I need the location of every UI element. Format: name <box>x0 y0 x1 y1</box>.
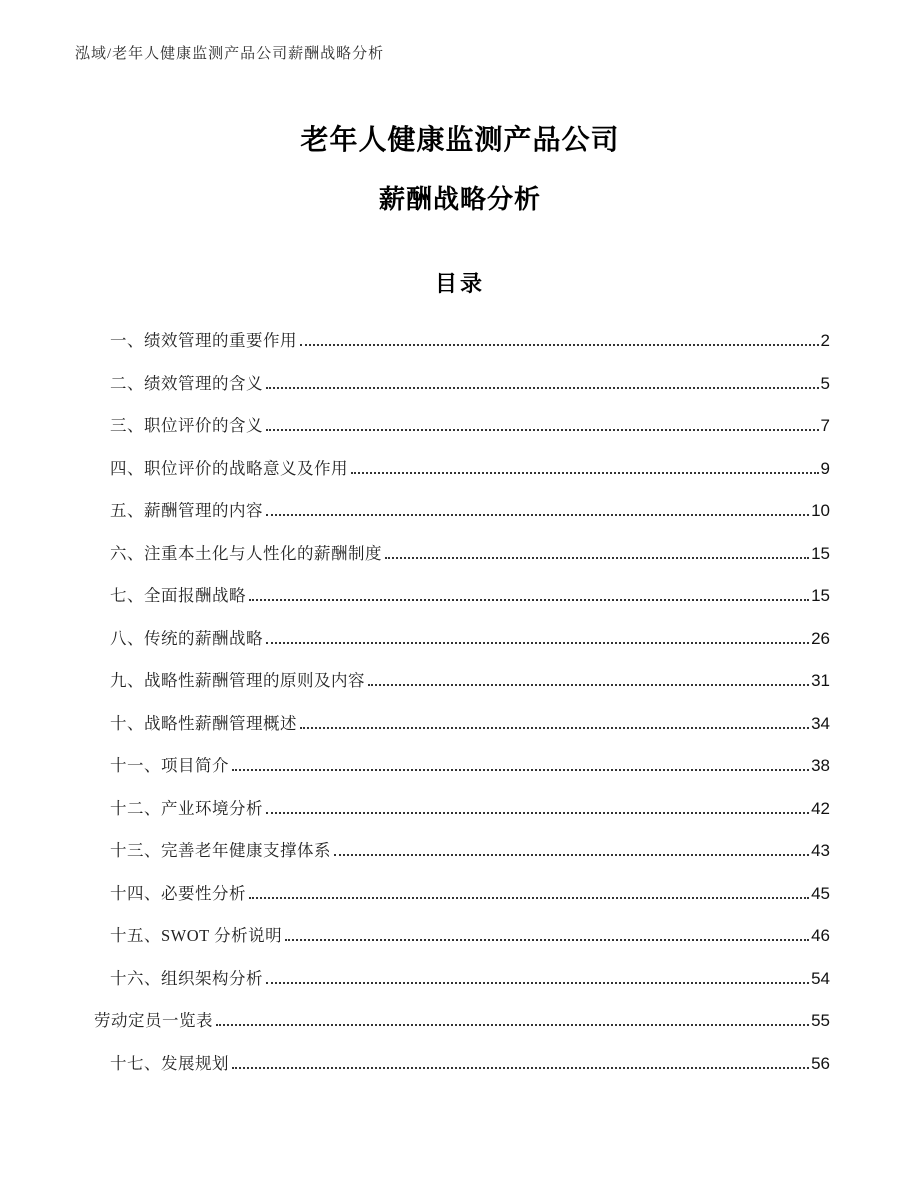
toc-entry-page: 2 <box>820 331 830 350</box>
header-watermark: 泓域/老年人健康监测产品公司薪酬战略分析 <box>75 46 385 62</box>
toc-entry-label: 十、战略性薪酬管理概述 <box>110 713 297 733</box>
toc-entry[interactable] <box>90 922 830 946</box>
toc-leader-dots <box>266 514 809 516</box>
toc-leader-dots <box>249 599 809 601</box>
toc-leader-dots <box>300 344 819 346</box>
toc-leader-dots <box>368 684 809 686</box>
toc-leader-dots <box>266 387 819 389</box>
toc-entry-page: 7 <box>820 416 830 435</box>
toc-entry[interactable] <box>90 880 830 904</box>
toc-entry[interactable] <box>90 710 830 734</box>
toc-entry-page: 45 <box>811 883 830 903</box>
toc-entry[interactable] <box>90 1050 830 1074</box>
toc-entry-page: 31 <box>811 671 830 690</box>
toc-entry[interactable] <box>90 455 830 479</box>
toc-leader-dots <box>385 557 809 559</box>
toc-leader-dots <box>351 472 819 474</box>
document-title-line2: 薪酬战略分析 <box>378 184 541 214</box>
toc-entry-label: 八、传统的薪酬战略 <box>110 628 263 648</box>
toc-entry-label: 十五、SWOT 分析说明 <box>110 926 283 945</box>
toc-entry-page: 34 <box>811 713 830 733</box>
toc-entry[interactable] <box>90 1007 830 1031</box>
toc-entry[interactable] <box>90 837 830 861</box>
toc-list <box>90 327 830 1092</box>
toc-entry-page: 5 <box>820 373 830 393</box>
toc-entry-label: 十三、完善老年健康支撑体系 <box>110 841 331 860</box>
toc-leader-dots <box>232 1067 809 1069</box>
toc-entry[interactable] <box>90 582 830 606</box>
toc-leader-dots <box>334 854 809 856</box>
toc-entry-page: 9 <box>820 458 830 478</box>
toc-entry[interactable] <box>90 625 830 649</box>
toc-entry-page: 46 <box>811 926 830 945</box>
toc-leader-dots <box>266 642 809 644</box>
toc-leader-dots <box>300 727 809 729</box>
toc-entry-page: 15 <box>811 586 830 605</box>
toc-entry-label: 七、全面报酬战略 <box>110 586 246 605</box>
toc-entry-page: 55 <box>811 1011 830 1030</box>
toc-leader-dots <box>266 982 809 984</box>
toc-entry-page: 43 <box>811 841 830 860</box>
toc-leader-dots <box>249 897 809 899</box>
toc-entry[interactable] <box>90 795 830 819</box>
toc-entry-page: 10 <box>811 501 830 520</box>
toc-heading: 目录 <box>434 271 485 296</box>
toc-leader-dots <box>266 429 819 431</box>
toc-entry-label: 劳动定员一览表 <box>94 1011 213 1030</box>
toc-leader-dots <box>232 769 809 771</box>
toc-entry-label: 十七、发展规划 <box>110 1053 229 1073</box>
toc-leader-dots <box>266 812 809 814</box>
toc-entry[interactable] <box>90 667 830 691</box>
toc-entry[interactable] <box>90 965 830 989</box>
toc-entry[interactable] <box>90 752 830 776</box>
toc-entry-label: 十二、产业环境分析 <box>110 798 263 818</box>
toc-entry-page: 56 <box>811 1053 830 1073</box>
toc-entry[interactable] <box>90 412 830 436</box>
toc-entry-page: 26 <box>811 628 830 648</box>
document-title-line1: 老年人健康监测产品公司 <box>300 124 620 155</box>
toc-entry-label: 二、绩效管理的含义 <box>110 373 263 393</box>
toc-entry-label: 一、绩效管理的重要作用 <box>110 331 297 350</box>
toc-entry-page: 38 <box>811 756 830 775</box>
toc-entry[interactable] <box>90 540 830 564</box>
toc-entry-page: 15 <box>811 543 830 563</box>
toc-entry-label: 九、战略性薪酬管理的原则及内容 <box>110 671 365 690</box>
toc-entry-page: 42 <box>811 798 830 818</box>
toc-entry-label: 十四、必要性分析 <box>110 883 246 903</box>
toc-entry[interactable] <box>90 327 830 351</box>
toc-leader-dots <box>285 939 809 941</box>
toc-entry-label: 三、职位评价的含义 <box>110 416 263 435</box>
toc-entry-label: 十六、组织架构分析 <box>110 968 263 988</box>
toc-entry-label: 十一、项目简介 <box>110 756 229 775</box>
toc-entry[interactable] <box>90 370 830 394</box>
toc-leader-dots <box>216 1024 809 1026</box>
toc-entry-label: 四、职位评价的战略意义及作用 <box>110 458 348 478</box>
toc-entry-label: 六、注重本土化与人性化的薪酬制度 <box>110 543 382 563</box>
toc-entry-label: 五、薪酬管理的内容 <box>110 501 263 520</box>
toc-entry[interactable] <box>90 497 830 521</box>
toc-entry-page: 54 <box>811 968 830 988</box>
